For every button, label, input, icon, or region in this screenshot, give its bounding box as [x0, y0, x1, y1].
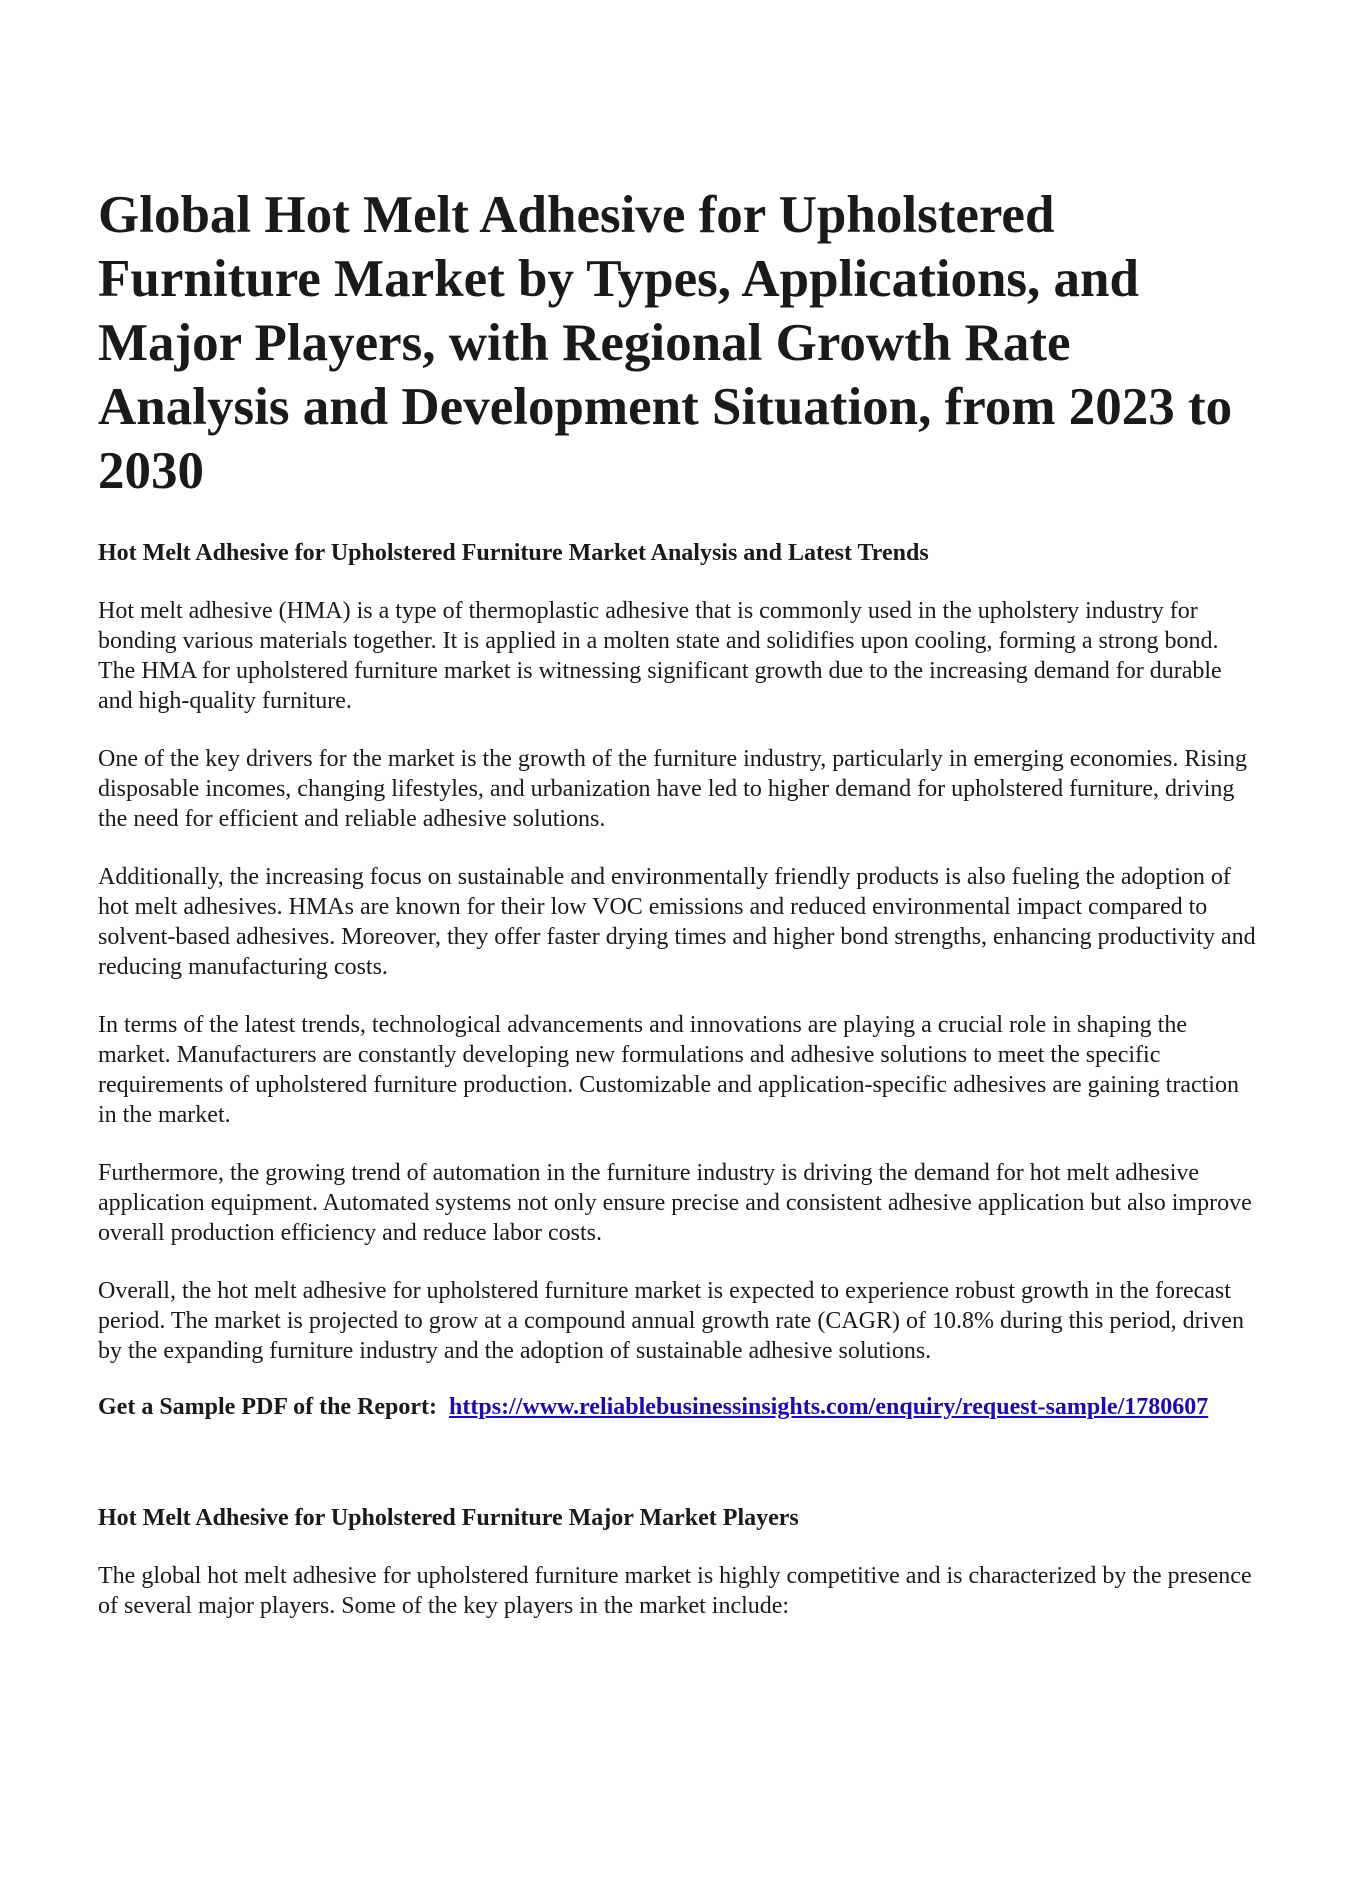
paragraph: The global hot melt adhesive for upholstered furniture market is highly competitive and is characterized by the presence of several major players. Some of the key players in the market include: — [98, 1563, 1252, 1619]
paragraph: Additionally, the increasing focus on sustainable and environmentally friendly products is also fueling the adoption of hot melt adhesives. HMAs are known for their low VOC emissions and reduced environmental impact compared to solvent-based adhesives. Moreover, they offer faster drying times and higher bond strengths, enhancing productivity and reducing manufacturing costs. — [98, 864, 1256, 980]
section-heading-players: Hot Melt Adhesive for Upholstered Furniture Major Market Players — [98, 1505, 799, 1531]
paragraph: In terms of the latest trends, technological advancements and innovations are playing a crucial role in shaping the market. Manufacturers are constantly developing new formulations and adhesive solutions to meet the specific requirements of upholstered furniture production. Customizable and application-specific adhesives are gaining traction in the market. — [98, 1012, 1239, 1128]
paragraph: Furthermore, the growing trend of automation in the furniture industry is driving the demand for hot melt adhesive application equipment. Automated systems not only ensure precise and consistent adhesive application but also improve overall production efficiency and reduce labor costs. — [98, 1160, 1252, 1246]
document-title: Global Hot Melt Adhesive for Upholstered Furniture Market by Types, Applications, and Major Players, with Regional Growth Rate Analysis and Development Situation, from 2023 to 2030 — [98, 186, 1233, 500]
sample-pdf-label: Get a Sample PDF of the Report: — [98, 1394, 438, 1420]
paragraph: One of the key drivers for the market is the growth of the furniture industry, particularly in emerging economies. Rising disposable incomes, changing lifestyles, and urbanization have led to higher demand for upholstered furniture, driving the need for efficient and reliable adhesive solutions. — [98, 746, 1248, 832]
paragraph: Overall, the hot melt adhesive for upholstered furniture market is expected to experience robust growth in the forecast period. The market is projected to grow at a compound annual growth rate (CAGR) of 10.8% during this period, driven by the expanding furniture industry and the adoption of sustainable adhesive solutions. — [98, 1278, 1244, 1364]
sample-pdf-line — [98, 1392, 1258, 1422]
paragraph: Hot melt adhesive (HMA) is a type of thermoplastic adhesive that is commonly used in the upholstery industry for bonding various materials together. It is applied in a molten state and solidifies upon cooling, forming a strong bond. The HMA for upholstered furniture market is witnessing significant growth due to the increasing demand for durable and high-quality furniture. — [98, 598, 1222, 714]
sample-pdf-link[interactable]: https://www.reliablebusinessinsights.com/enquiry/request-sample/1780607 — [449, 1394, 1209, 1420]
document-page — [98, 183, 1258, 1621]
section-heading-analysis: Hot Melt Adhesive for Upholstered Furniture Market Analysis and Latest Trends — [98, 540, 929, 566]
